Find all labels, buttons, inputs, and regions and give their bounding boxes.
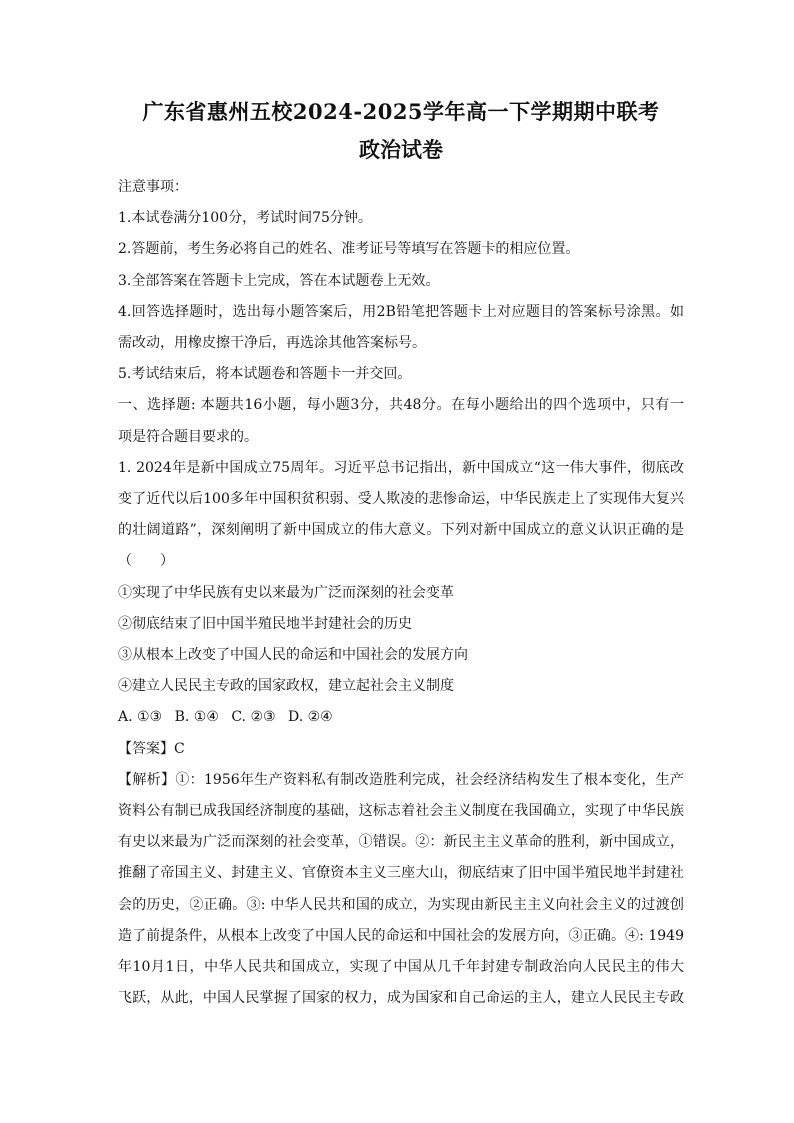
analysis-line: 【解析】①：1956年生产资料私有制改造胜利完成，社会经济结构发生了根本变化，生产 bbox=[118, 771, 684, 788]
statement-3: ③从根本上改变了中国人民的命运和中国社会的发展方向 bbox=[118, 647, 468, 664]
section-heading-line: 一、选择题: 本题共16小题，每小题3分，共48分。在每小题给出的四个选项中，只有一 bbox=[118, 397, 684, 414]
question-stem-line: 1. 2024年是新中国成立75周年。习近平总书记指出，新中国成立“这一伟大事件，彻底改 bbox=[118, 459, 684, 476]
notice-block bbox=[118, 172, 684, 390]
page-title: 广东省惠州五校2024-2025学年高一下学期期中联考 bbox=[142, 99, 660, 124]
question-stem-line: 变了近代以后100多年中国积贫积弱、受人欺凌的悲惨命运，中华民族走上了实现伟大复兴 bbox=[118, 491, 684, 508]
analysis-line: 造了前提条件，从根本上改变了中国人民的命运和中国社会的发展方向，③正确。④: 1949 bbox=[118, 927, 684, 944]
option-d: D. ②④ bbox=[288, 709, 333, 726]
answer-bracket: （ ） bbox=[118, 553, 174, 570]
option-c: C. ②③ bbox=[231, 709, 276, 726]
option-a: A. ①③ bbox=[118, 709, 163, 726]
question-1 bbox=[118, 453, 684, 1015]
analysis-line: 推翻了帝国主义、封建主义、官僚资本主义三座大山，彻底结束了旧中国半殖民地半封建社 bbox=[118, 865, 684, 882]
option-b: B. ①④ bbox=[174, 709, 219, 726]
analysis-block bbox=[118, 765, 684, 1015]
analysis-line: 飞跃，从此，中国人民掌握了国家的权力，成为国家和自己命运的主人，建立人民民主专政 bbox=[118, 990, 684, 1007]
statement-4: ④建立人民民主专政的国家政权，建立起社会主义制度 bbox=[118, 678, 454, 695]
notice-item: 1.本试卷满分100分，考试时间75分钟。 bbox=[118, 210, 372, 227]
options-row bbox=[118, 702, 684, 733]
statement-1: ①实现了中华民族有史以来最为广泛而深刻的社会变革 bbox=[118, 584, 454, 601]
analysis-line: 年10月1日，中华人民共和国成立，实现了中国从几千年封建专制政治向人民民主的伟大 bbox=[118, 959, 684, 976]
analysis-line: 资料公有制已成我国经济制度的基础，这标志着社会主义制度在我国确立，实现了中华民族 bbox=[118, 803, 684, 820]
page-subtitle: 政治试卷 bbox=[359, 137, 443, 162]
analysis-line: 有史以来最为广泛而深刻的社会变革，①错误。②：新民主主义革命的胜利，新中国成立， bbox=[118, 834, 684, 851]
statement-2: ②彻底结束了旧中国半殖民地半封建社会的历史 bbox=[118, 615, 412, 632]
section-heading bbox=[118, 390, 684, 452]
notice-heading: 注意事项： bbox=[118, 179, 188, 195]
notice-item: 5.考试结束后，将本试题卷和答题卡一并交回。 bbox=[118, 366, 412, 383]
notice-item: 3.全部答案在答题卡上完成，答在本试题卷上无效。 bbox=[118, 272, 440, 289]
question-stem-line: 的壮阔道路”，深刻阐明了新中国成立的伟大意义。下列对新中国成立的意义认识正确的是 bbox=[118, 522, 684, 539]
section-heading-line: 项是符合题目要求的。 bbox=[118, 428, 258, 445]
notice-item: 4.回答选择题时，选出每小题答案后，用2B铅笔把答题卡上对应题目的答案标号涂黑。如 bbox=[118, 303, 684, 320]
notice-item: 2.答题前，考生务必将自己的姓名、准考证号等填写在答题卡的相应位置。 bbox=[118, 241, 580, 258]
document-page bbox=[118, 96, 684, 1014]
notice-item: 需改动，用橡皮擦干净后，再选涂其他答案标号。 bbox=[118, 335, 426, 352]
answer-line: 【答案】C bbox=[118, 740, 185, 757]
analysis-line: 会的历史，②正确。③: 中华人民共和国的成立，为实现由新民主主义向社会主义的过渡创 bbox=[118, 896, 684, 913]
